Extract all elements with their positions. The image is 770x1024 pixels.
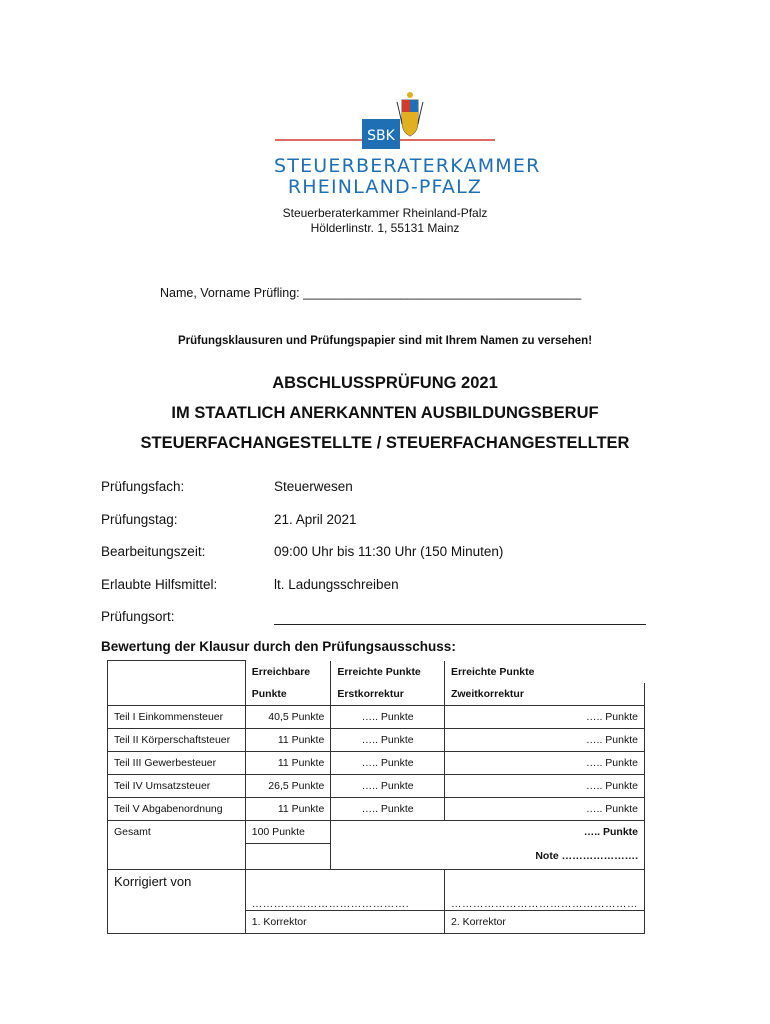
table-row (108, 705, 645, 728)
grading-table (107, 660, 645, 934)
row-second-points: ….. Punkte (444, 797, 644, 820)
corrector-2-label: 2. Korrektor (444, 911, 644, 934)
location-label: Prüfungsort: (101, 609, 175, 624)
total-max-points: 100 Punkte (245, 820, 331, 843)
total-row (108, 820, 645, 843)
row-first-points: ….. Punkte (331, 705, 445, 728)
signature-line-1: ……………………………………. (245, 870, 444, 911)
coat-of-arms-icon (397, 92, 423, 136)
col-header-max-1: Erreichbare (245, 661, 331, 683)
table-row (108, 751, 645, 774)
duration-value: 09:00 Uhr bis 11:30 Uhr (150 Minuten) (274, 544, 504, 559)
row-second-points: ….. Punkte (444, 705, 644, 728)
subject-value: Steuerwesen (274, 479, 353, 494)
aids-value: lt. Ladungsschreiben (274, 577, 399, 592)
address-street: Hölderlinstr. 1, 55131 Mainz (310, 221, 460, 235)
grade-note: Note …………………. (331, 843, 645, 870)
row-max-points: 11 Punkte (245, 751, 331, 774)
table-row (108, 774, 645, 797)
row-subject: Teil V Abgabenordnung (108, 797, 246, 820)
row-second-points: ….. Punkte (444, 728, 644, 751)
row-first-points: ….. Punkte (331, 797, 445, 820)
subject-label: Prüfungsfach: (101, 479, 185, 494)
location-blank-line (274, 608, 646, 625)
signature-row (108, 870, 645, 911)
title-line2: IM STAATLICH ANERKANNTEN AUSBILDUNGSBERUF (171, 404, 599, 422)
exam-notice: Prüfungsklausuren und Prüfungspapier sind mit Ihrem Namen zu versehen! (177, 335, 593, 347)
logo-text-line1: STEUERBERATERKAMMER (274, 155, 541, 177)
title-line1: ABSCHLUSSPRÜFUNG 2021 (272, 374, 498, 392)
total-label: Gesamt (108, 820, 246, 843)
candidate-name-line: Name, Vorname Prüfling: ________________________________________ (160, 286, 582, 300)
row-subject: Teil III Gewerbesteuer (108, 751, 246, 774)
grading-heading: Bewertung der Klausur durch den Prüfungsausschuss: (101, 639, 456, 654)
signature-line-2: …………………………………………… (444, 870, 644, 911)
row-max-points: 26,5 Punkte (245, 774, 331, 797)
address-name: Steuerberaterkammer Rheinland-Pfalz (282, 206, 488, 220)
table-row (108, 728, 645, 751)
row-subject: Teil II Körperschaftsteuer (108, 728, 246, 751)
row-max-points: 40,5 Punkte (245, 705, 331, 728)
row-subject: Teil I Einkommensteuer (108, 705, 246, 728)
header-empty-cell (108, 661, 246, 706)
col-header-second-2: Zweitkorrektur (444, 683, 644, 706)
row-max-points: 11 Punkte (245, 797, 331, 820)
row-max-points: 11 Punkte (245, 728, 331, 751)
col-header-first-2: Erstkorrektur (331, 683, 445, 706)
table-row (108, 797, 645, 820)
date-label: Prüfungstag: (101, 512, 178, 527)
note-empty-cell (245, 843, 331, 870)
row-second-points: ….. Punkte (444, 774, 644, 797)
corrected-by-label: Korrigiert von (108, 870, 246, 934)
row-subject: Teil IV Umsatzsteuer (108, 774, 246, 797)
row-first-points: ….. Punkte (331, 774, 445, 797)
title-line3: STEUERFACHANGESTELLTE / STEUERFACHANGESTELLTER (140, 434, 630, 452)
col-header-second-1: Erreichte Punkte (444, 661, 644, 683)
duration-label: Bearbeitungszeit: (101, 544, 206, 559)
note-row (108, 843, 645, 870)
corrector-1-label: 1. Korrektor (245, 911, 444, 934)
total-points: ….. Punkte (331, 820, 645, 843)
row-first-points: ….. Punkte (331, 751, 445, 774)
row-first-points: ….. Punkte (331, 728, 445, 751)
row-second-points: ….. Punkte (444, 751, 644, 774)
logo-text-line2: RHEINLAND-PFALZ (287, 176, 483, 198)
aids-label: Erlaubte Hilfsmittel: (101, 577, 218, 592)
logo-abbr: SBK (367, 128, 395, 144)
date-value: 21. April 2021 (274, 512, 357, 527)
note-spacer-cell (108, 843, 246, 870)
col-header-max-2: Punkte (245, 683, 331, 706)
col-header-first-1: Erreichte Punkte (331, 661, 445, 683)
